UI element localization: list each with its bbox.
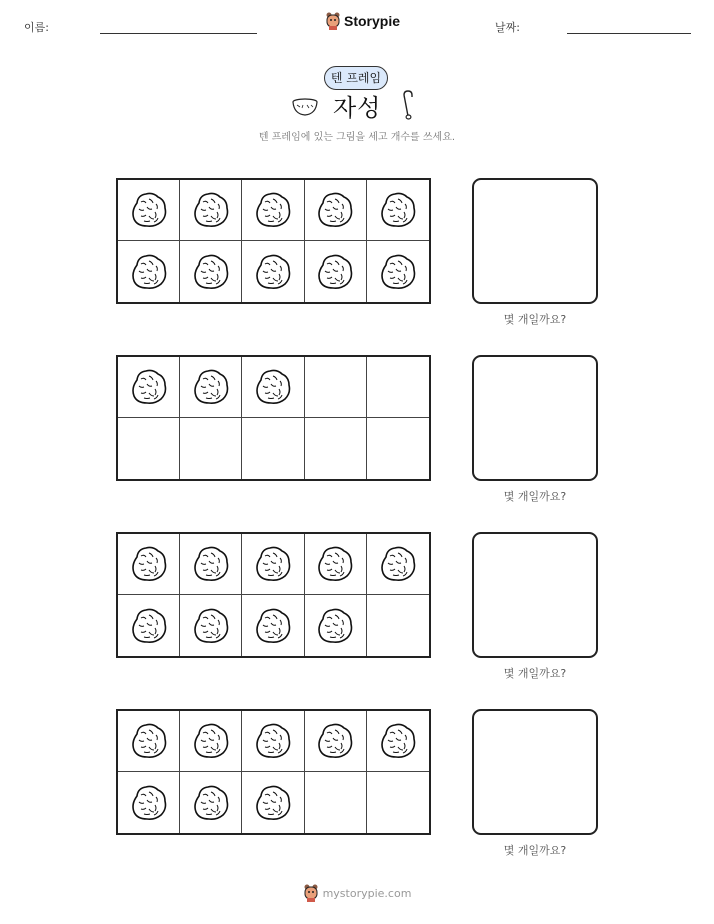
question-label: 몇 개일까요?: [503, 844, 567, 857]
ten-frame-cell: [242, 180, 304, 241]
rock-icon: [190, 366, 232, 408]
rock-icon: [190, 251, 232, 293]
rock-icon: [252, 366, 294, 408]
ten-frame-cell: [118, 534, 180, 595]
ten-frame-cell: [305, 711, 367, 772]
name-line[interactable]: [100, 33, 257, 34]
ten-frame-cell: [367, 241, 429, 302]
ten-frame-cell: [242, 534, 304, 595]
rock-icon: [314, 251, 356, 293]
answer-box[interactable]: [472, 532, 598, 658]
ten-frame-cell: [180, 357, 242, 418]
rock-icon: [252, 251, 294, 293]
rock-icon: [128, 251, 170, 293]
ten-frame-cell: [118, 711, 180, 772]
brand-name: Storypie: [344, 13, 401, 29]
ten-frame-cell: [367, 772, 429, 833]
rock-icon: [128, 720, 170, 762]
ten-frame: [116, 355, 431, 481]
ten-frame: [116, 178, 431, 304]
ten-frame-cell: [180, 711, 242, 772]
question-label: 몇 개일까요?: [503, 667, 567, 680]
ten-frame-cell: [118, 357, 180, 418]
footer-url[interactable]: mystorypie.com: [322, 886, 412, 900]
ten-frame-cell: [180, 772, 242, 833]
mascot-icon: [303, 884, 319, 902]
bowl-icon: [290, 96, 320, 118]
ten-frame-cell: [242, 711, 304, 772]
ten-frame-cell: [305, 595, 367, 656]
ten-frame-cell: [180, 180, 242, 241]
answer-box[interactable]: [472, 178, 598, 304]
rock-icon: [190, 543, 232, 585]
magnetic-wand-icon: [400, 89, 416, 121]
ten-frame-cell: [367, 357, 429, 418]
ten-frame-cell: [118, 595, 180, 656]
mascot-icon: [325, 12, 341, 30]
rock-icon: [128, 782, 170, 824]
ten-frame-cell: [367, 534, 429, 595]
ten-frame-cell: [180, 418, 242, 479]
ten-frame-cell: [180, 534, 242, 595]
ten-frame-cell: [180, 241, 242, 302]
rock-icon: [377, 543, 419, 585]
footer: [0, 884, 714, 902]
rock-icon: [377, 720, 419, 762]
ten-frame: [116, 532, 431, 658]
ten-frame-cell: [305, 357, 367, 418]
rock-icon: [190, 782, 232, 824]
ten-frame-cell: [367, 711, 429, 772]
topic-pill: 텐 프레임: [324, 66, 388, 90]
rock-icon: [128, 189, 170, 231]
rock-icon: [252, 543, 294, 585]
ten-frame-cell: [180, 595, 242, 656]
rock-icon: [314, 543, 356, 585]
ten-frame-cell: [305, 534, 367, 595]
rock-icon: [377, 251, 419, 293]
ten-frame-cell: [118, 418, 180, 479]
answer-box[interactable]: [472, 355, 598, 481]
ten-frame-cell: [305, 772, 367, 833]
ten-frame-cell: [242, 357, 304, 418]
ten-frame: [116, 709, 431, 835]
page-title: 자성: [333, 94, 382, 122]
rock-icon: [190, 189, 232, 231]
rock-icon: [314, 189, 356, 231]
ten-frame-cell: [367, 595, 429, 656]
ten-frame-cell: [305, 180, 367, 241]
date-label: 날짜:: [495, 21, 520, 34]
rock-icon: [128, 605, 170, 647]
rock-icon: [252, 605, 294, 647]
rock-icon: [128, 366, 170, 408]
ten-frame-cell: [118, 772, 180, 833]
ten-frame-cell: [305, 241, 367, 302]
rock-icon: [190, 605, 232, 647]
name-label: 이름:: [24, 21, 49, 34]
rock-icon: [190, 720, 232, 762]
ten-frame-cell: [242, 772, 304, 833]
instructions: 텐 프레임에 있는 그림을 세고 개수를 쓰세요.: [258, 132, 456, 143]
rock-icon: [252, 720, 294, 762]
ten-frame-cell: [367, 180, 429, 241]
ten-frame-cell: [305, 418, 367, 479]
ten-frame-cell: [118, 241, 180, 302]
rock-icon: [252, 782, 294, 824]
ten-frame-cell: [118, 180, 180, 241]
brand-logo: [325, 12, 400, 30]
rock-icon: [252, 189, 294, 231]
question-label: 몇 개일까요?: [503, 313, 567, 326]
rock-icon: [377, 189, 419, 231]
ten-frame-cell: [242, 595, 304, 656]
rock-icon: [314, 605, 356, 647]
question-label: 몇 개일까요?: [503, 490, 567, 503]
rock-icon: [128, 543, 170, 585]
ten-frame-cell: [242, 241, 304, 302]
date-line[interactable]: [567, 33, 691, 34]
answer-box[interactable]: [472, 709, 598, 835]
ten-frame-cell: [367, 418, 429, 479]
ten-frame-cell: [242, 418, 304, 479]
rock-icon: [314, 720, 356, 762]
